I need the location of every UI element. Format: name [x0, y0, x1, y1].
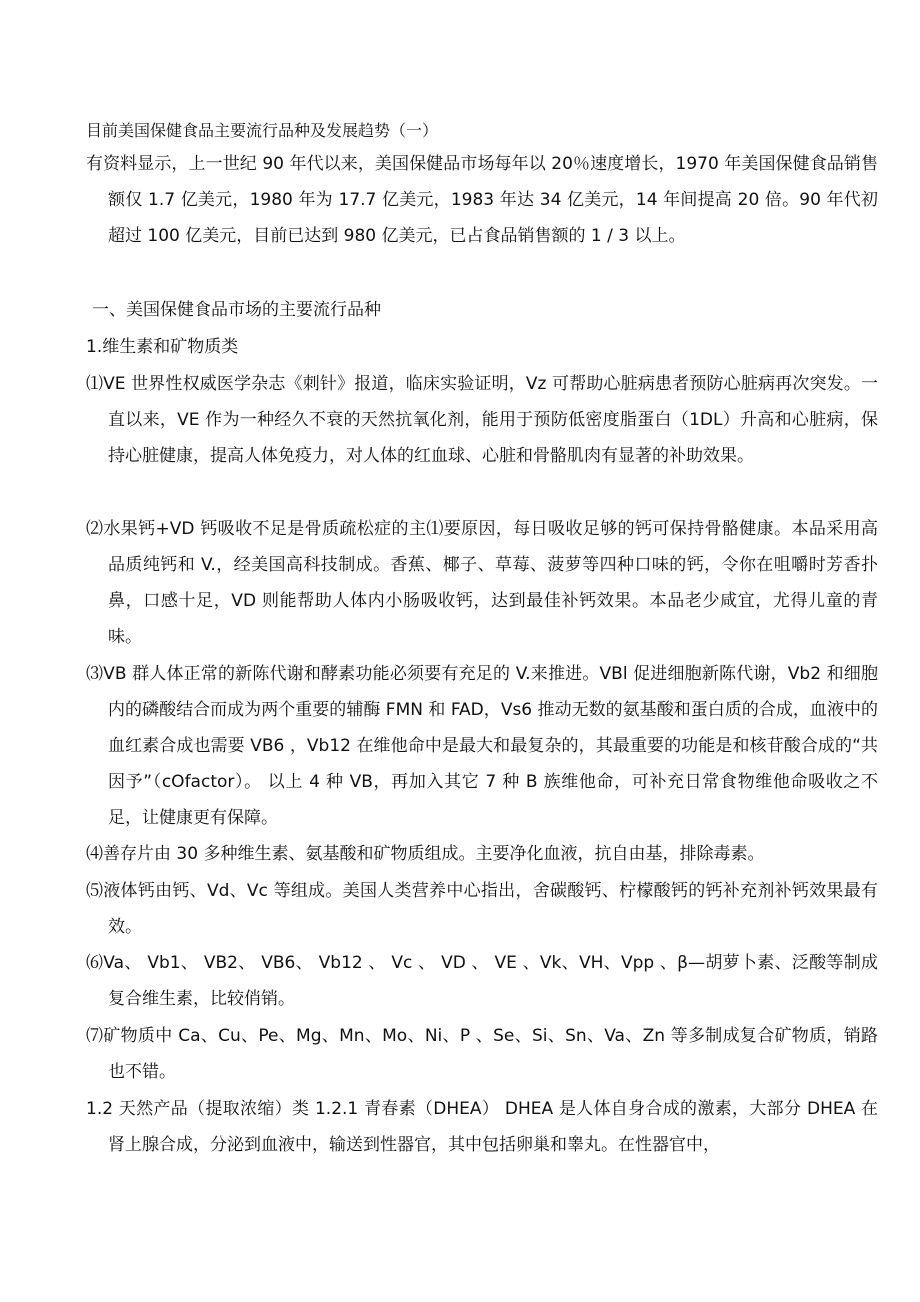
section-heading-popular-varieties: 一、美国保健食品市场的主要流行品种 [92, 300, 381, 320]
subsection-heading-vitamins-minerals: 1.维生素和矿物质类 [86, 337, 239, 357]
paragraph-centrum: ⑷善存片由 30 多种维生素、氨基酸和矿物质组成。主要净化血液，抗自由基，排除毒素。 [86, 844, 765, 864]
paragraph-fruit-calcium: ⑵水果钙+VD 钙吸收不足是骨质疏松症的主⑴要原因，每日吸收足够的钙可保持骨骼健康。本品采用高品质纯钙和 V.，经美国高科技制成。香蕉、椰子、草莓、菠萝等四种口味的钙，令你在咀嚼时芳香扑鼻，口感十足，VD 则能帮助人体内小肠吸收钙，达到最佳补钙效果。本品老少咸宜，尤得儿童的青味。 [86, 519, 878, 647]
paragraph-liquid-calcium: ⑸液体钙由钙、Vd、Vc 等组成。美国人类营养中心指出，舍碳酸钙、柠檬酸钙的钙补充剂补钙效果最有效。 [86, 881, 878, 937]
document-title: 目前美国保健食品主要流行品种及发展趋势（一） [86, 121, 439, 140]
paragraph-vb-group: ⑶VB 群人体正常的新陈代谢和酵素功能必须要有充足的 V.来推进。VBl 促进细胞新陈代谢，Vb2 和细胞内的磷酸结合而成为两个重要的辅酶 FMN 和 FAD，Vs6 推动无数的氨基酸和蛋白质的合成，血液中的血红素合成也需要 VB6 ，Vb12 在维他命中是最大和最复杂的，其最重要的功能是和核苷酸合成的“共因予”（cOfactor）。 以上 4 种 VB，再加入其它 7 种 B 族维他命，可补充日常食物维他命吸收之不足，让健康更有保障。 [86, 664, 878, 828]
paragraph-multivitamin: ⑹Va、 Vb1、 VB2、 VB6、 Vb12 、 Vc 、 VD 、 VE 、Vk、VH、Vpp 、β—胡萝卜素、泛酸等制成复合维生素，比较俏销。 [86, 953, 878, 1009]
paragraph-dhea: 1.2 天然产品（提取浓缩）类 1.2.1 青春素（DHEA） DHEA 是人体自身合成的激素，大部分 DHEA 在肾上腺合成，分泌到血液中，输送到性器官，其中包括卵巢和睾丸。在性器官中， [86, 1099, 878, 1155]
paragraph-market-growth: 有资料显示，上一世纪 90 年代以来，美国保健品市场每年以 20％速度增长，1970 年美国保健食品销售额仅 1.7 亿美元，1980 年为 17.7 亿美元，1983 年达 34 亿美元，14 年间提高 20 倍。90 年代初超过 100 亿美元，目前已达到 980 亿美元，已占食品销售额的 1 / 3 以上。 [86, 154, 878, 246]
paragraph-ve: ⑴VE 世界性权威医学杂志《刺针》报道，临床实验证明，Vz 可帮助心脏病患者预防心脏病再次突发。一直以来，VE 作为一种经久不衰的天然抗氧化剂，能用于预防低密度脂蛋白（1DL）升高和心脏病，保持心脏健康，提高人体免疫力，对人体的红血球、心脏和骨骼肌肉有显著的补助效果。 [86, 374, 878, 466]
paragraph-minerals: ⑺矿物质中 Ca、Cu、Pe、Mg、Mn、Mo、Ni、P 、Se、Si、Sn、Va、Zn 等多制成复合矿物质，销路也不错。 [86, 1026, 878, 1082]
